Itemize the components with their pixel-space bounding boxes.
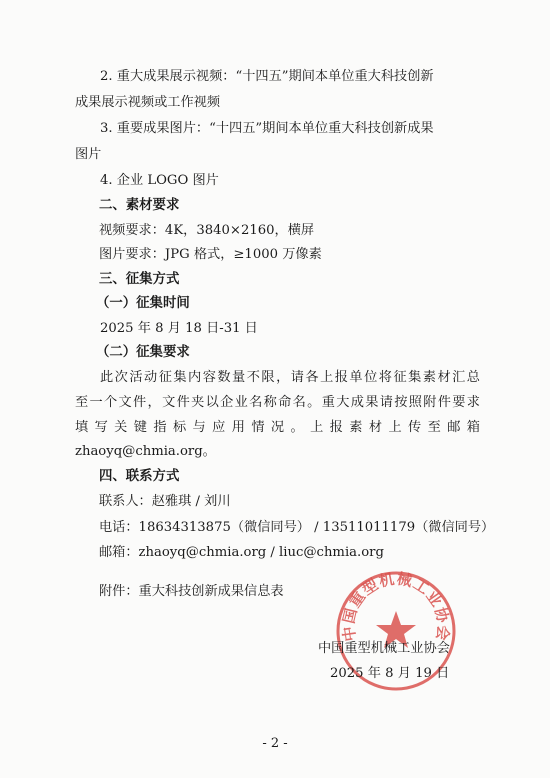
signature-org: 中国重型机械工业协会 [318, 641, 450, 656]
attachment-line: 附件：重大科技创新成果信息表 [99, 584, 284, 599]
image-requirement: 图片要求：JPG 格式，≥1000 万像素 [99, 247, 322, 262]
video-requirement: 视频要求：4K，3840×2160，横屏 [99, 223, 315, 238]
collection-period: 2025 年 8 月 18 日-31 日 [100, 321, 258, 336]
signature-date: 2025 年 8 月 19 日 [330, 666, 450, 681]
contact-email: 邮箱：zhaoyq@chmia.org / liuc@chmia.org [99, 545, 384, 560]
section4-heading: 四、联系方式 [99, 469, 180, 484]
sub2-heading: （二）征集要求 [96, 345, 190, 360]
requirements-line2: 至一个文件，文件夹以企业名称命名。重大成果请按照附件要求 [75, 395, 480, 410]
item2-line1: 2. 重大成果展示视频：“十四五”期间本单位重大科技创新 [100, 69, 434, 84]
item2-line2: 成果展示视频或工作视频 [75, 95, 221, 110]
page-number: - 2 - [262, 736, 288, 751]
item4: 4. 企业 LOGO 图片 [100, 173, 219, 188]
requirements-line1: 此次活动征集内容数量不限，请各上报单位将征集素材汇总 [100, 370, 480, 385]
contact-phone: 电话：18634313875（微信同号） / 13511011179（微信同号） [99, 520, 495, 535]
item3-line1: 3. 重要成果图片：“十四五”期间本单位重大科技创新成果 [100, 121, 434, 136]
sub1-heading: （一）征集时间 [96, 296, 190, 311]
contact-persons: 联系人：赵雅琪 / 刘川 [99, 494, 231, 509]
section2-heading: 二、素材要求 [99, 198, 180, 213]
requirements-line4: zhaoyq@chmia.org。 [75, 444, 216, 459]
item3-line2: 图片 [75, 147, 102, 162]
seal-text: 中国重型机械工业协会 [339, 569, 453, 643]
section3-heading: 三、征集方式 [99, 272, 180, 287]
requirements-line3: 填写关键指标与应用情况。上报素材上传至邮箱 [75, 420, 480, 435]
